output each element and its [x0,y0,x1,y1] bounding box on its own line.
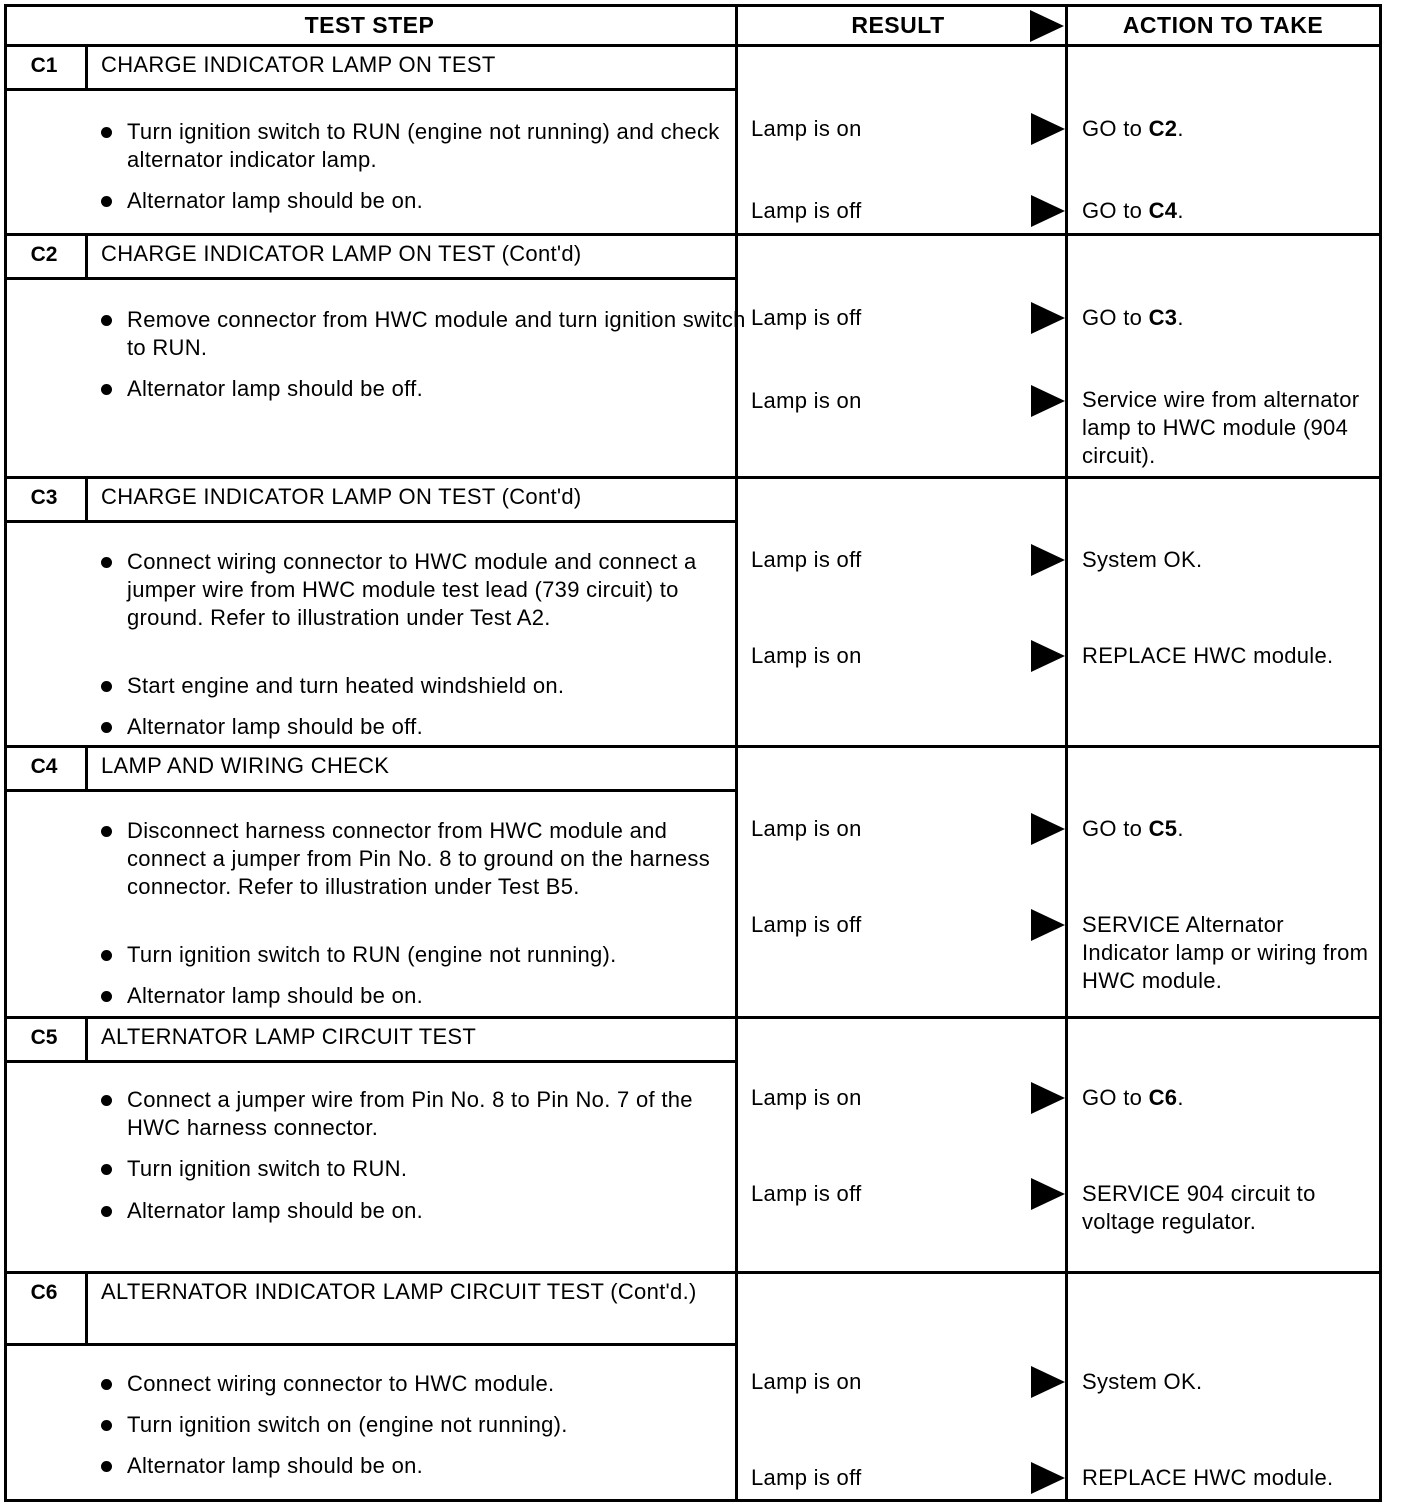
code-divider [85,233,88,277]
bullet-dot-icon [101,315,112,326]
bullet-dot-icon [101,1095,112,1106]
bullet-text: Alternator lamp should be on. [127,1198,424,1223]
code-divider [85,745,88,789]
step-code: C5 [30,1026,58,1049]
step-bullet [127,672,747,700]
result-text: Lamp is on [751,116,862,141]
code-divider [85,44,88,88]
result-text: Lamp is off [751,547,862,572]
bullet-dot-icon [101,196,112,207]
bullet-dot-icon [101,681,112,692]
step-bullet [127,118,747,174]
action-main: GO to [1082,1085,1149,1110]
action-step-ref: C6 [1148,1085,1178,1110]
code-divider [85,476,88,520]
header-arrow-icon [1030,10,1064,42]
step-bullet [127,1411,747,1439]
result-text: Lamp is on [751,388,862,413]
action-text [1082,386,1372,470]
action-text [1082,815,1372,843]
result-arrow-icon [1031,385,1065,417]
action-step-ref: C4 [1148,198,1178,223]
action-main: GO to [1082,305,1149,330]
action-text [1082,546,1372,574]
result-text: Lamp is off [751,305,862,330]
bullet-text: Start engine and turn heated windshield on. [127,673,565,698]
action-text [1082,1368,1372,1396]
row-divider [4,745,1382,748]
result-arrow-icon [1031,1082,1065,1114]
result-text: Lamp is on [751,816,862,841]
bullet-text: Turn ignition switch to RUN. [127,1156,408,1181]
column-divider-result [735,4,738,1502]
row-divider [4,476,1382,479]
action-main: Service wire from alternator lamp to HWC module (904 circuit). [1082,387,1360,468]
bullet-dot-icon [101,950,112,961]
action-text [1082,115,1372,143]
step-title: ALTERNATOR LAMP CIRCUIT TEST [101,1024,477,1049]
result-text: Lamp is off [751,1465,862,1490]
step-code: C4 [30,755,58,778]
step-title: LAMP AND WIRING CHECK [101,753,390,778]
step-code: C3 [30,486,58,509]
bullet-text: Remove connector from HWC module and turn ignition switch to RUN. [127,307,746,360]
result-text: Lamp is off [751,1181,862,1206]
row-divider [4,233,1382,236]
step-bullet [127,982,747,1010]
bullet-dot-icon [101,1379,112,1390]
result-arrow-icon [1031,813,1065,845]
step-bullet [127,548,747,632]
bullet-dot-icon [101,722,112,733]
result-text: Lamp is on [751,1369,862,1394]
action-tail: . [1177,816,1184,841]
bullet-dot-icon [101,991,112,1002]
action-main: SERVICE Alternator Indicator lamp or wiring from HWC module. [1082,912,1369,993]
header-action: ACTION TO TAKE [1122,12,1324,38]
action-main: GO to [1082,116,1149,141]
result-arrow-icon [1031,1366,1065,1398]
step-title: CHARGE INDICATOR LAMP ON TEST (Cont'd) [101,241,582,266]
result-arrow-icon [1031,544,1065,576]
step-bullet [127,1086,747,1142]
result-text: Lamp is on [751,1085,862,1110]
header-test-step: TEST STEP [304,12,435,38]
bullet-dot-icon [101,557,112,568]
row-divider [4,1271,1382,1274]
action-main: GO to [1082,816,1149,841]
result-arrow-icon [1031,909,1065,941]
title-divider [4,277,735,280]
action-tail: . [1177,305,1184,330]
code-divider [85,1016,88,1060]
action-text [1082,1464,1372,1492]
bullet-text: Connect wiring connector to HWC module. [127,1371,555,1396]
bullet-text: Alternator lamp should be on. [127,1453,424,1478]
bullet-text: Disconnect harness connector from HWC module and connect a jumper from Pin No. 8 to ground on the harness connector. Refer to illustration under Test B5. [127,818,711,899]
action-main: SERVICE 904 circuit to voltage regulator. [1082,1181,1316,1234]
result-arrow-icon [1031,195,1065,227]
bullet-text: Turn ignition switch to RUN (engine not running). [127,942,617,967]
code-divider [85,1271,88,1343]
action-main: System OK. [1082,1369,1203,1394]
bullet-text: Alternator lamp should be on. [127,188,424,213]
step-title: CHARGE INDICATOR LAMP ON TEST (Cont'd) [101,484,582,509]
step-title: ALTERNATOR INDICATOR LAMP CIRCUIT TEST (Cont'd.) [101,1279,697,1304]
result-arrow-icon [1031,302,1065,334]
action-step-ref: C5 [1148,816,1178,841]
step-bullet [127,1197,747,1225]
bullet-text: Alternator lamp should be on. [127,983,424,1008]
title-divider [4,520,735,523]
step-bullet [127,187,747,215]
result-arrow-icon [1031,113,1065,145]
step-bullet [127,1155,747,1183]
step-bullet [127,306,747,362]
title-divider [4,789,735,792]
action-tail: . [1177,198,1184,223]
bullet-dot-icon [101,1164,112,1175]
action-tail: . [1177,1085,1184,1110]
bullet-dot-icon [101,826,112,837]
step-code: C1 [30,54,58,77]
action-step-ref: C2 [1148,116,1178,141]
header-divider [4,44,1382,47]
title-divider [4,88,735,91]
action-text [1082,1180,1372,1236]
bullet-text: Connect a jumper wire from Pin No. 8 to Pin No. 7 of the HWC harness connector. [127,1087,693,1140]
action-text [1082,304,1372,332]
step-bullet [127,713,747,741]
action-text [1082,1084,1372,1112]
action-text [1082,911,1372,995]
column-divider-action [1065,4,1068,1502]
header-result: RESULT [851,12,945,38]
step-code: C2 [30,243,58,266]
row-divider [4,1016,1382,1019]
bullet-text: Turn ignition switch to RUN (engine not running) and check alternator indicator lamp. [127,119,720,172]
title-divider [4,1060,735,1063]
action-main: REPLACE HWC module. [1082,643,1334,668]
bullet-dot-icon [101,1420,112,1431]
bullet-text: Alternator lamp should be off. [127,376,423,401]
bullet-dot-icon [101,384,112,395]
bullet-dot-icon [101,127,112,138]
bullet-text: Connect wiring connector to HWC module and connect a jumper wire from HWC module test lead (739 circuit) to ground. Refer to illustration under Test A2. [127,549,697,630]
title-divider [4,1343,735,1346]
step-title: CHARGE INDICATOR LAMP ON TEST [101,52,496,77]
action-text [1082,197,1372,225]
bullet-dot-icon [101,1206,112,1217]
bullet-text: Alternator lamp should be off. [127,714,423,739]
step-bullet [127,1370,747,1398]
result-text: Lamp is off [751,912,862,937]
result-arrow-icon [1031,1462,1065,1494]
step-code: C6 [30,1281,58,1304]
action-main: System OK. [1082,547,1203,572]
action-main: GO to [1082,198,1149,223]
action-text [1082,642,1372,670]
bullet-dot-icon [101,1461,112,1472]
result-arrow-icon [1031,1178,1065,1210]
result-arrow-icon [1031,640,1065,672]
action-step-ref: C3 [1148,305,1178,330]
action-tail: . [1177,116,1184,141]
step-bullet [127,941,747,969]
step-bullet [127,1452,747,1480]
step-bullet [127,817,747,901]
result-text: Lamp is off [751,198,862,223]
result-text: Lamp is on [751,643,862,668]
step-bullet [127,375,747,403]
action-main: REPLACE HWC module. [1082,1465,1334,1490]
bullet-text: Turn ignition switch on (engine not running). [127,1412,568,1437]
